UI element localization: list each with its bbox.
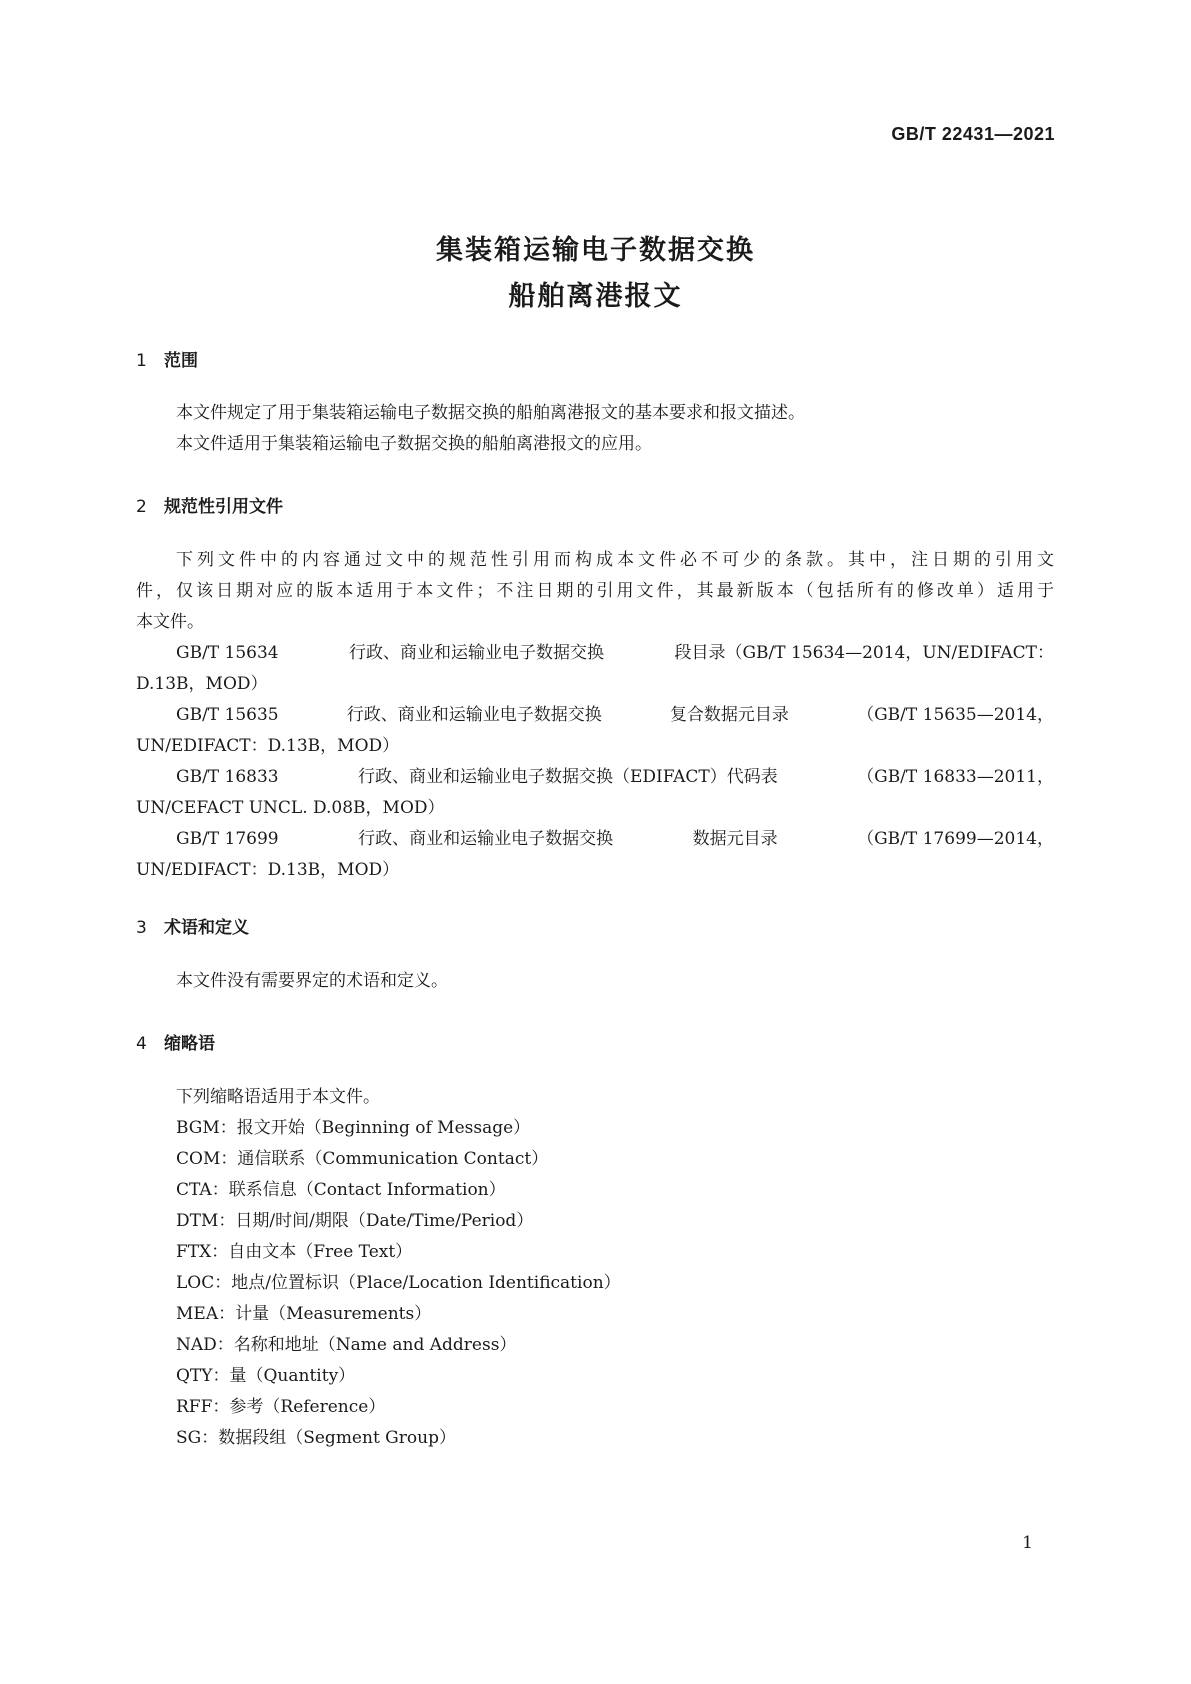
reference-title: 行政、商业和运输业电子数据交换 (358, 829, 614, 849)
section-title: 范围 (164, 351, 198, 371)
paragraph-line: 件，仅该日期对应的版本适用于本文件；不注日期的引用文件，其最新版本（包括所有的修改单）适用于 (136, 581, 1054, 601)
paragraph: 本文件适用于集装箱运输电子数据交换的船舶离港报文的应用。 (176, 434, 652, 454)
reference-title: 行政、商业和运输业电子数据交换 (349, 643, 605, 663)
abbreviation-item: NAD：名称和地址（Name and Address） (176, 1335, 517, 1355)
reference-continuation: D.13B，MOD） (136, 674, 268, 694)
section-title: 术语和定义 (164, 918, 249, 938)
reference-code: GB/T 17699 (176, 829, 279, 849)
reference-entry (176, 762, 1054, 794)
abbreviation-item: FTX：自由文本（Free Text） (176, 1242, 413, 1262)
abbreviation-item: QTY：量（Quantity） (176, 1366, 356, 1386)
section-title: 缩略语 (164, 1034, 215, 1054)
section-number: 2 (136, 497, 147, 517)
abbreviation-item: DTM：日期/时间/期限（Date/Time/Period） (176, 1211, 534, 1231)
section-heading-abbreviations (136, 1029, 215, 1054)
reference-equivalence: （GB/T 16833—2011， (857, 767, 1054, 787)
section-heading-terms-definitions (136, 913, 249, 938)
abbreviation-item: LOC：地点/位置标识（Place/Location Identification） (176, 1273, 621, 1293)
paragraph-line: 下列文件中的内容通过文中的规范性引用而构成本文件必不可少的条款。其中，注日期的引用文 (176, 550, 1054, 570)
paragraph: 下列缩略语适用于本文件。 (176, 1087, 380, 1107)
reference-equivalence: （GB/T 17699—2014， (857, 829, 1054, 849)
reference-entry (176, 700, 1054, 732)
reference-subject: 数据元目录 (692, 829, 778, 849)
reference-continuation: UN/EDIFACT：D.13B，MOD） (136, 860, 400, 880)
reference-entry (176, 638, 1054, 670)
section-number: 4 (136, 1034, 147, 1054)
reference-title: 行政、商业和运输业电子数据交换（EDIFACT）代码表 (358, 767, 778, 787)
section-title: 规范性引用文件 (164, 497, 283, 517)
section-number: 3 (136, 918, 147, 938)
paragraph-line: 本文件。 (136, 612, 204, 632)
reference-entry (176, 824, 1054, 856)
reference-code: GB/T 16833 (176, 767, 279, 787)
reference-subject-group (674, 638, 1054, 670)
paragraph: 本文件规定了用于集装箱运输电子数据交换的船舶离港报文的基本要求和报文描述。 (176, 403, 805, 423)
reference-subject: 复合数据元目录 (669, 705, 789, 725)
reference-title: 行政、商业和运输业电子数据交换 (346, 705, 602, 725)
standard-number: GB/T 22431—2021 (891, 124, 1055, 144)
abbreviation-item: CTA：联系信息（Contact Information） (176, 1180, 506, 1200)
section-heading-scope (136, 346, 198, 371)
reference-equivalence: （GB/T 15634—2014，UN/EDIFACT： (725, 643, 1054, 663)
reference-equivalence: （GB/T 15635—2014， (857, 705, 1054, 725)
document-title-line-1: 集装箱运输电子数据交换 (436, 235, 755, 266)
reference-code: GB/T 15634 (176, 643, 279, 663)
abbreviation-item: SG：数据段组（Segment Group） (176, 1428, 456, 1448)
abbreviation-item: MEA：计量（Measurements） (176, 1304, 432, 1324)
document-title-line-2: 船舶离港报文 (508, 281, 683, 312)
section-heading-normative-references (136, 492, 283, 517)
reference-continuation: UN/CEFACT UNCL. D.08B，MOD） (136, 798, 445, 818)
page-number: 1 (1022, 1533, 1033, 1553)
abbreviation-item: COM：通信联系（Communication Contact） (176, 1149, 549, 1169)
paragraph: 本文件没有需要界定的术语和定义。 (176, 971, 448, 991)
reference-subject: 段目录 (674, 643, 726, 663)
reference-code: GB/T 15635 (176, 705, 279, 725)
abbreviation-item: BGM：报文开始（Beginning of Message） (176, 1118, 531, 1138)
abbreviation-item: RFF：参考（Reference） (176, 1397, 386, 1417)
section-number: 1 (136, 351, 147, 371)
reference-continuation: UN/EDIFACT：D.13B，MOD） (136, 736, 400, 756)
